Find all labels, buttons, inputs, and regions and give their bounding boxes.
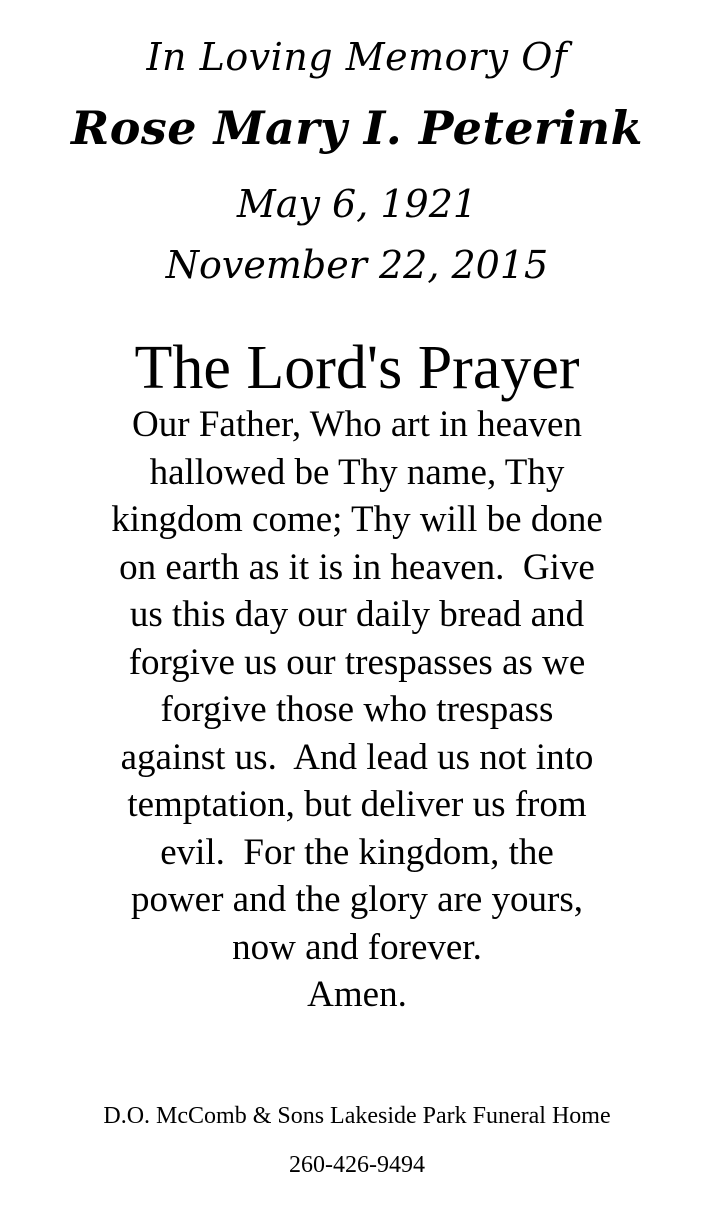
memorial-heading: In Loving Memory Of [146,35,568,79]
prayer-line: power and the glory are yours, [130,879,584,920]
prayer-line: on earth as it is in heaven. Give [119,546,595,588]
prayer-line: forgive us our trespasses as we [128,641,586,683]
prayer-body [0,401,714,1019]
funeral-home-name: D.O. McComb & Sons Lakeside Park Funeral Home [103,1103,611,1129]
deceased-name: Rose Mary I. Peterink [70,101,643,155]
prayer-line: temptation, but deliver us from [127,784,587,825]
prayer-line: kingdom come; Thy will be done [111,499,603,540]
prayer-line: against us. And lead us not into [120,736,594,778]
prayer-line: hallowed be Thy name, Thy [149,451,565,493]
birth-date: May 6, 1921 [236,182,478,226]
prayer-line: us this day our daily bread and [129,594,585,635]
death-date: November 22, 2015 [165,243,549,287]
prayer-line: forgive those who trespass [160,689,554,730]
prayer-line: now and forever. [232,926,482,968]
funeral-home-phone: 260-426-9494 [289,1152,425,1178]
prayer-line: Our Father, Who art in heaven [132,404,582,445]
prayer-amen: Amen. [307,974,407,1015]
prayer-title: The Lord's Prayer [134,334,580,402]
prayer-line: evil. For the kingdom, the [160,831,554,873]
